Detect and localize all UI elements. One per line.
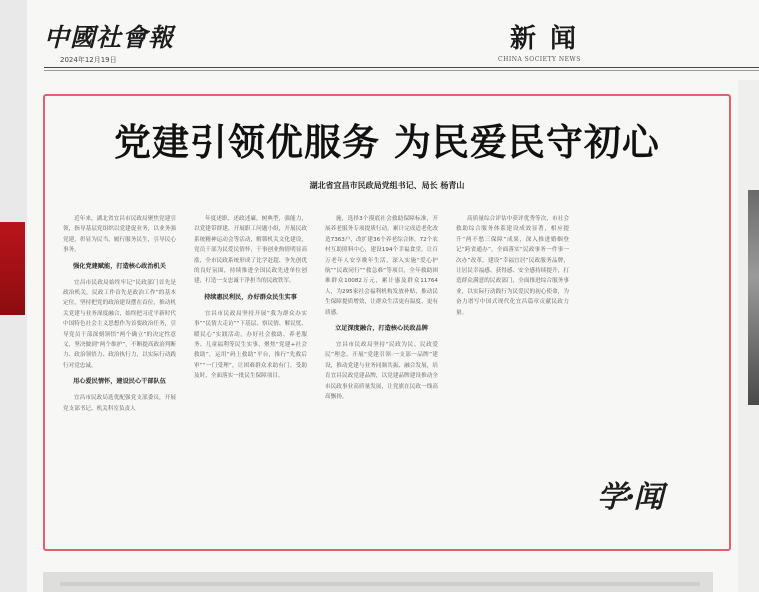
subheading: 用心爱民情怀，建设民心干部队伍: [73, 378, 166, 386]
paragraph: 年度述职、述政述廉，树典型，强能力，以党建带群建，开展职工问题小组，开展民政系统精神运动会等活动，解锁机关文化建设，党员干部为民爱民情怀，干事创业热情明显高涨，全市民政系统形成了比学赶超、争先创优的良好氛围，持续推进全国民政先进单位创建，打造一支忠诚干净担当的民政铁军。: [194, 216, 307, 285]
section-subtitle: CHINA SOCIETY NEWS: [498, 56, 581, 63]
adjacent-article-photo: [748, 190, 759, 405]
article-byline: 湖北省宜昌市民政局党组书记、局长 杨青山: [309, 181, 465, 190]
paragraph: 施，选择3个摸底社会救助保障标准，开展养老服务专项提质行动，累计完成适老化改造7363户，改扩建36个养老综合体，72个农村互助照料中心，建设194个幸福食堂，让百万老年人安享晚年生活，深入实施“爱心护航”“民政同行”“救急难”等项目，全年救助困难群众10082万元，累计惠及群众11764人，为295家社会福利机构发放补贴，推动民生保障提质增效，让群众生活更有温度、更有质感。: [325, 216, 438, 316]
paragraph: 宜昌市民政局坚持开展“我为群众办实事”“民情大走访”“下基层、察民情、解民忧、暖民心”实践活动，办好社会救助、养老服务、儿童福利等民生实事，聚焦“党建+社会救助”，运用“码上救助”平台，推行“先救后审”“一门受理”，让困难群众求助有门、受助及时，全面落实一批民生保障项目。: [194, 310, 307, 380]
side-red-tab[interactable]: [0, 222, 25, 315]
article-box[interactable]: [43, 94, 731, 551]
masthead-date: 2024年12月19日: [60, 56, 117, 64]
subheading: 立足深度融合，打造核心民政品牌: [335, 325, 428, 333]
article-column-2: [194, 214, 307, 544]
subheading: 强化党建赋能，打造核心政治机关: [73, 262, 166, 270]
paragraph: 高质量综合评估中获评优秀等次，市社会救助综合服务体系建设成效显著，相应提升“两不愁三保障”成果，深入推进婚姻登记“跨省通办”，全面落实“民政事务一件事一次办”改革，建设“幸福宜居”民政服务品牌，让居民幸福感、获得感、安全感持续提升，打造群众满意的民政部门，全面推进综合服务事业，以实际行动践行为民爱民的初心使命，为奋力谱写中国式现代化宜昌篇章贡献民政力量。: [456, 216, 569, 316]
next-article-headline-bar: [60, 582, 700, 586]
paragraph: 近年来，湖北省宜昌市民政局聚焦党建引领，指导基层党组织以党建促业务，以业务强党建，彰显为民当，履行服务民生，引导民心事务。: [63, 216, 176, 254]
article-column-1: [63, 214, 176, 544]
paragraph: 宜昌市民政局始终牢记“民政部门首先是政治机关，民政工作首先是政治工作”的基本定位，坚持把党的政治建设摆在首位，推动机关党建与业务深度融合，始终把习近平新时代中国特色社会主义思想作为首要政治任务，引导党员干部深刻领悟“两个确立”的决定性意义，坚决做到“两个维护”，不断提高政治判断力、政治领悟力、政治执行力，以实际行动践行对党忠诚。: [63, 279, 176, 369]
masthead-rule: [44, 67, 759, 68]
section-title: 新闻: [510, 24, 591, 54]
column-stamp-logo: 学·闻: [597, 480, 662, 515]
article-column-3: [325, 214, 438, 544]
paragraph: 宜昌市民政局坚持“民政为民、民政爱民”理念，开展“党建引领·一支部一品牌”建设，推动党建与业务同频共振、融合发展，培育宜昌民政党建品牌，以党建品牌建设推动全市民政事业高质量发展，让党旗在民政一线高高飘扬。: [325, 342, 438, 401]
masthead-logo: 中國社會報: [44, 23, 175, 52]
paragraph: 宜昌市民政局选优配强党支部委员，开展党支部书记、机关科室负责人: [63, 395, 176, 412]
subheading: 持续惠民利民，办好群众民生实事: [204, 293, 297, 301]
masthead-rule-thin: [44, 70, 759, 71]
article-column-4: [456, 214, 569, 544]
article-headline: 党建引领优服务 为民爱民守初心: [114, 121, 660, 164]
